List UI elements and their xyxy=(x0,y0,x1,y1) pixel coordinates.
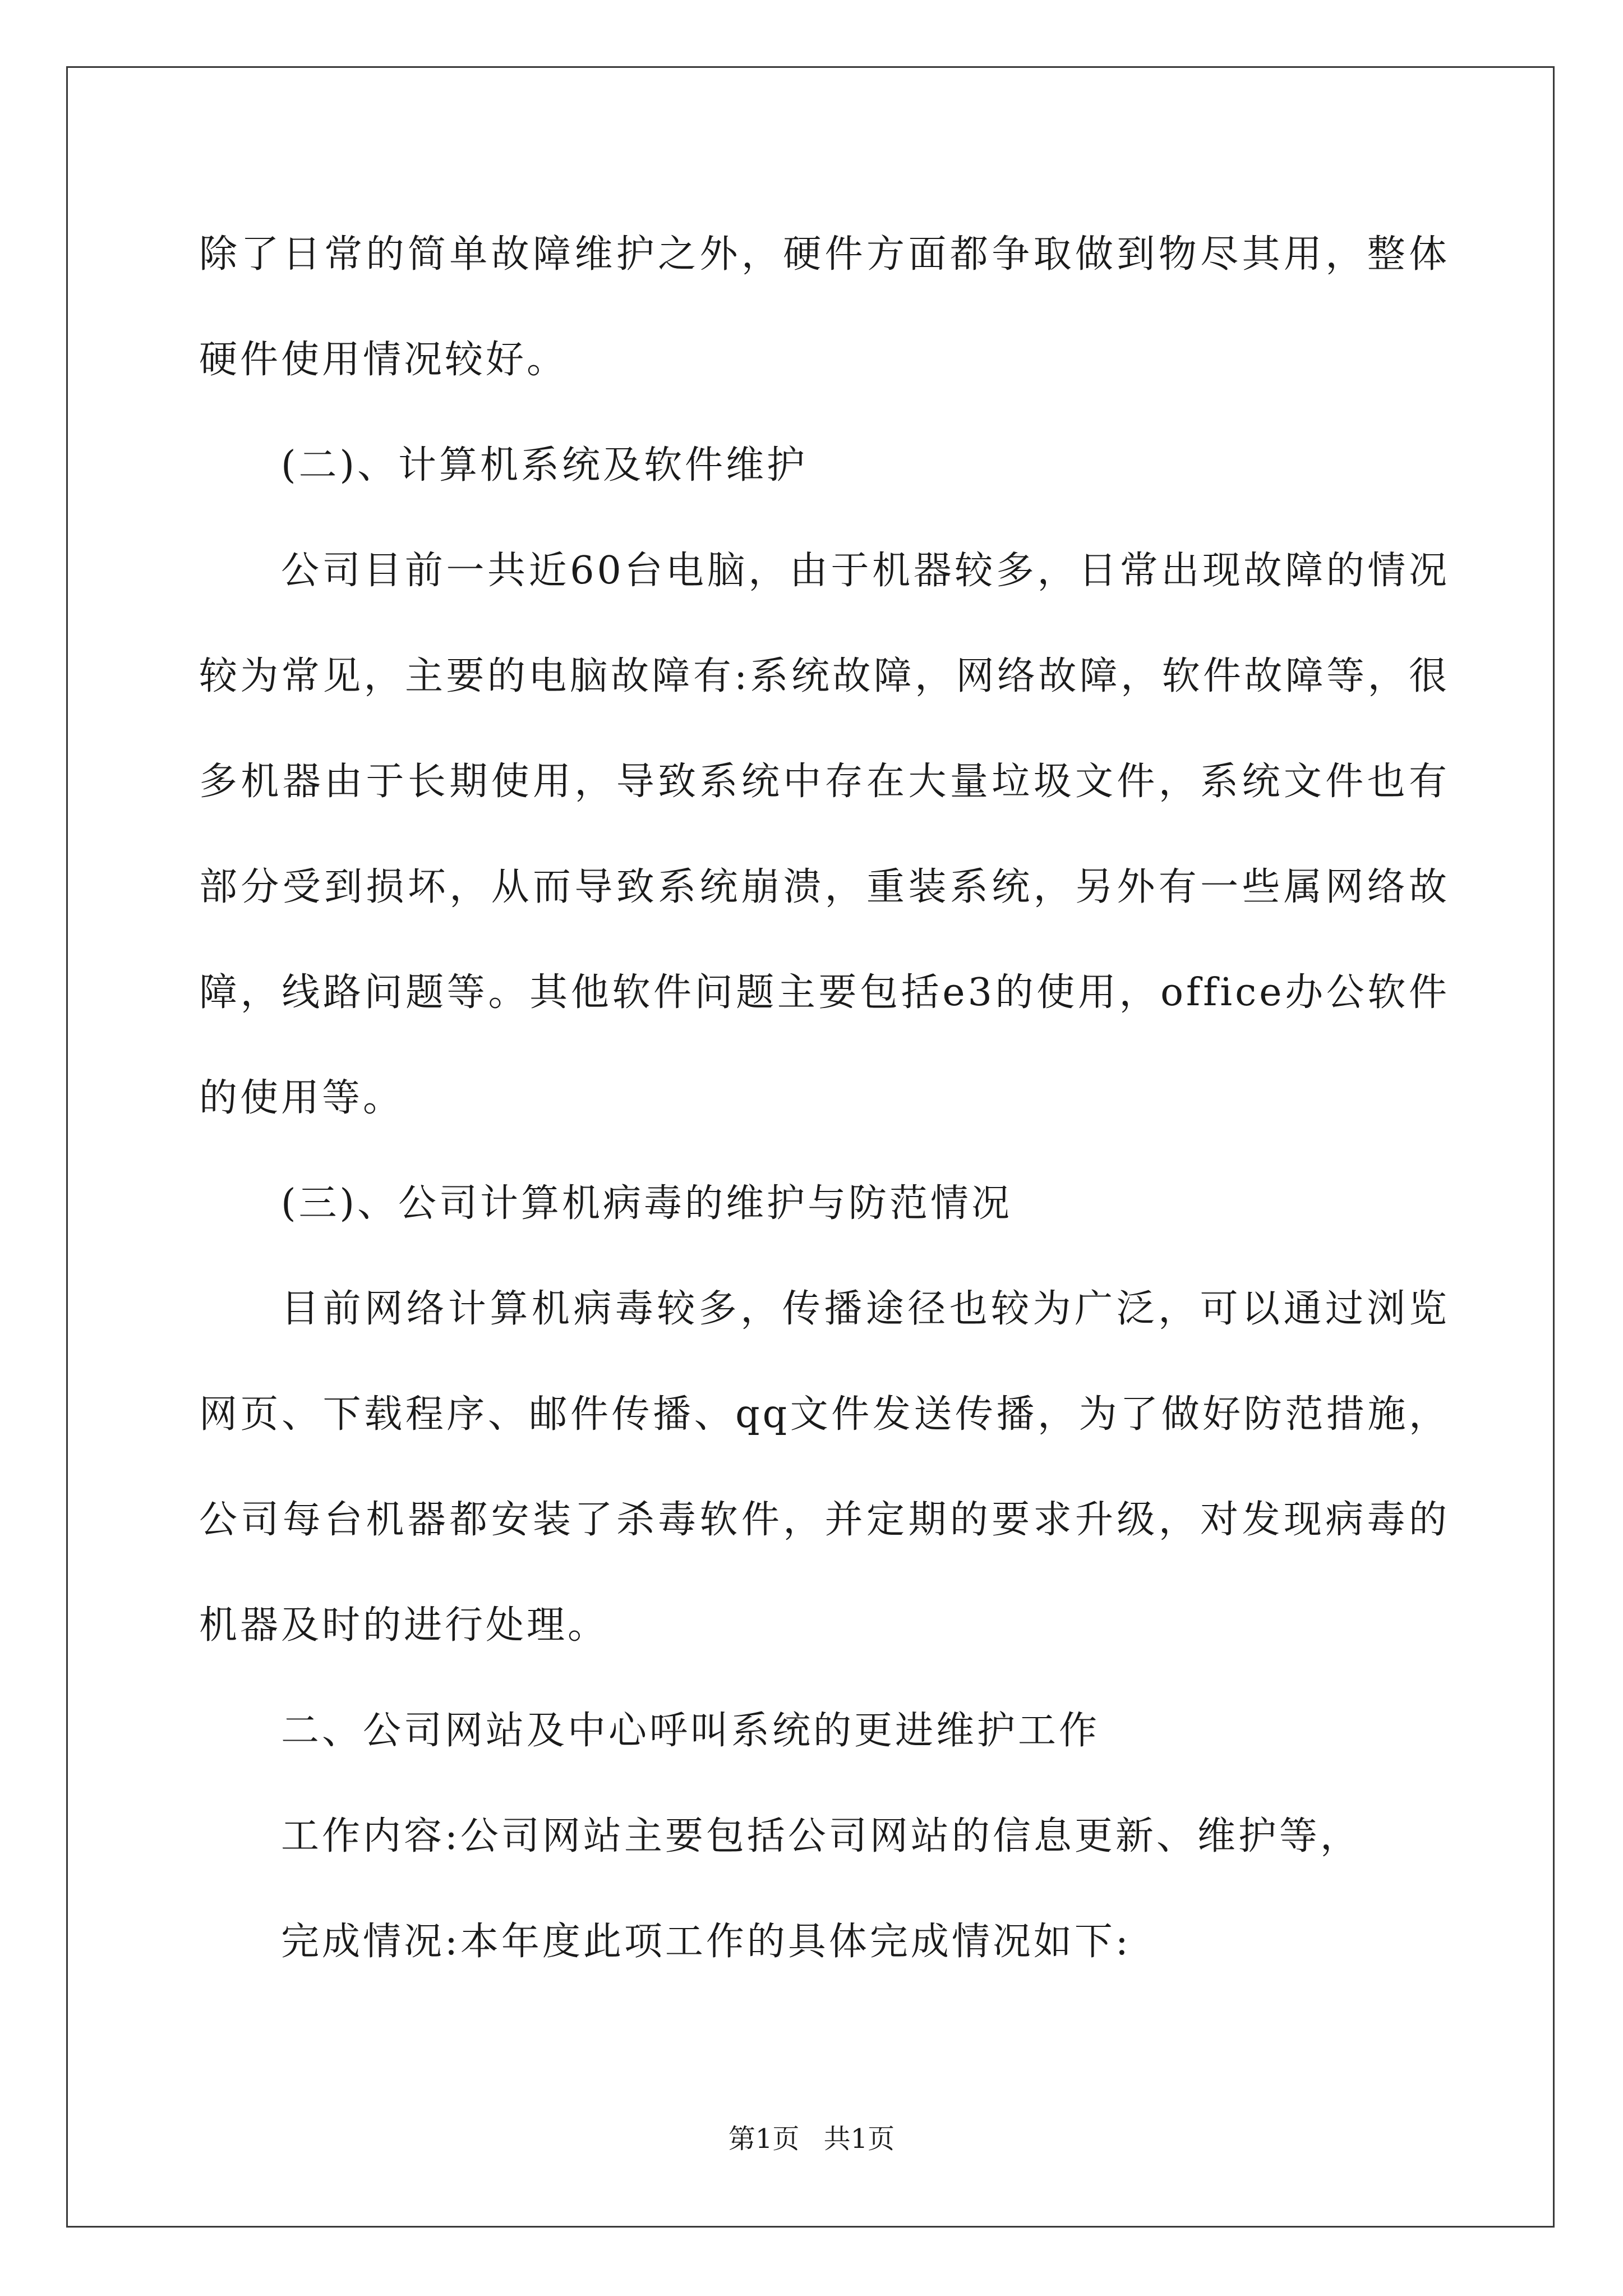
page-total: 共1页 xyxy=(823,2123,895,2155)
paragraph-computer-faults: 公司目前一共近60台电脑，由于机器较多，日常出现故障的情况较为常见，主要的电脑故障有:系统故障，网络故障，软件故障等，很多机器由于长期使用，导致系统中存在大量垃圾文件，系统文件也有部分受到损坏，从而导致系统崩溃，重装系统，另外有一些属网络故障，线路问题等。其他软件问题主要包括e3的使用，office办公软件的使用等。 xyxy=(199,549,1450,1120)
paragraph-work-content: 工作内容:公司网站主要包括公司网站的信息更新、维护等， xyxy=(281,1814,1361,1858)
heading-system-software-maintenance: (二)、计算机系统及软件维护 xyxy=(281,443,808,487)
page-number: 第1页 xyxy=(728,2123,800,2155)
heading-virus-prevention: (三)、公司计算机病毒的维护与防范情况 xyxy=(281,1181,1013,1226)
paragraph-hardware-summary: 除了日常的简单故障维护之外，硬件方面都争取做到物尽其用，整体硬件使用情况较好。 xyxy=(199,232,1450,382)
heading-website-call-center: 二、公司网站及中心呼叫系统的更进维护工作 xyxy=(281,1709,1100,1753)
page-footer xyxy=(0,2117,1623,2156)
paragraph-completion-status: 完成情况:本年度此项工作的具体完成情况如下: xyxy=(281,1920,1131,1964)
document-body xyxy=(199,202,1450,1995)
paragraph-virus-prevention: 目前网络计算机病毒较多，传播途径也较为广泛，可以通过浏览网页、下载程序、邮件传播、qq文件发送传播，为了做好防范措施，公司每台机器都安装了杀毒软件，并定期的要求升级，对发现病毒的机器及时的进行处理。 xyxy=(199,1287,1450,1648)
